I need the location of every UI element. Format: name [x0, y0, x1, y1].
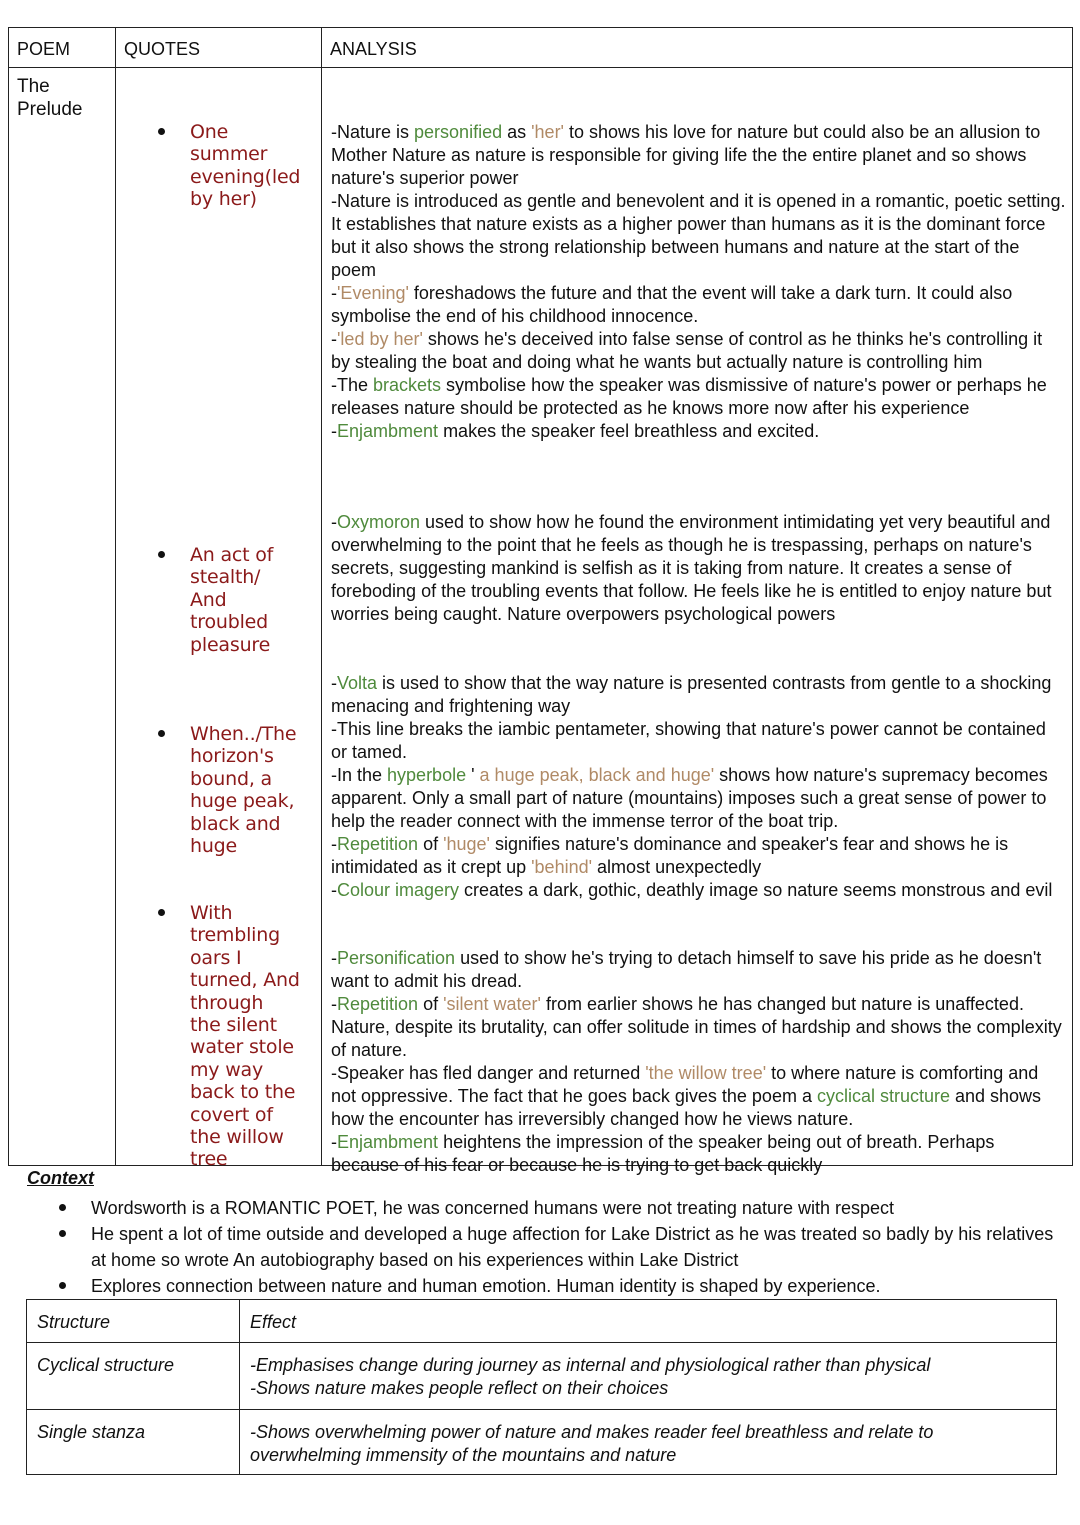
analysis-text: shows he's deceived into false sense of control as he thinks he's controlling it by stealing the boat and doing what he wants but actually nature is controlling him: [331, 329, 1043, 372]
analysis-text: is used to show that the way nature is presented contrasts from gentle to a shocking menacing and frightening way: [331, 673, 1052, 716]
analysis-point: [331, 764, 1066, 833]
quotes-column-header: QUOTES: [116, 28, 322, 68]
analysis-text: as: [502, 122, 532, 142]
structure-effect: [240, 1343, 1057, 1410]
analysis-text: and shows how the encounter has irreversibly changed how he views nature.: [331, 1086, 1042, 1129]
poem-analysis-table: [8, 27, 1073, 1175]
bullet-icon: [158, 730, 165, 737]
quote-text: [190, 723, 316, 857]
quote-line: When../The: [190, 723, 297, 745]
analysis-point: [331, 672, 1066, 718]
list-item: [0, 1195, 1060, 1221]
analysis-text: -This line breaks the iambic pentameter, showing that nature's power cannot be contained or tamed.: [331, 719, 1046, 762]
quote-line: pleasure: [190, 633, 271, 656]
quote-line: huge: [190, 835, 238, 858]
analysis-text: used to show he's trying to detach himself to save his pride as he doesn't want to admit his dread.: [331, 948, 1042, 991]
list-item: [0, 1273, 1060, 1299]
quoted-word: 'her': [531, 122, 564, 142]
analysis-text: -: [331, 994, 337, 1014]
quote-line: through: [190, 991, 264, 1014]
analysis-point: [331, 993, 1066, 1062]
quoted-word: 'the willow tree': [645, 1063, 767, 1083]
analysis-text: -: [331, 880, 337, 900]
quoted-word: a huge peak, black and huge': [479, 765, 715, 785]
literary-device: Personification: [337, 948, 456, 968]
quote-line: stealth/: [190, 566, 261, 589]
analysis-cell: [322, 68, 1073, 1175]
context-item-text: Explores connection between nature and human emotion. Human identity is shaped by experience.: [91, 1276, 881, 1296]
analysis-point: [331, 121, 1066, 190]
analysis-point: [331, 718, 1066, 764]
quote-line: black and: [190, 812, 281, 835]
quote-line: by her): [190, 188, 257, 211]
analysis-text: -: [331, 421, 337, 441]
analysis-text: ': [466, 765, 480, 785]
bullet-icon: [59, 1204, 66, 1211]
literary-device: Enjambment: [337, 421, 439, 441]
quote-line: water stole: [190, 1036, 294, 1059]
analysis-text: from earlier shows he has changed but nature is unaffected. Nature, despite its brutality, can offer solitude in times of hardship and shows the complexity of nature.: [331, 994, 1062, 1060]
quote-line: oars I: [190, 946, 242, 969]
quote-line: horizon's: [190, 745, 274, 768]
analysis-text: -Speaker has fled danger and returned: [331, 1063, 646, 1083]
analysis-point: [331, 833, 1066, 879]
structure-column-header: Structure: [27, 1300, 240, 1343]
table-row: [27, 1343, 1057, 1410]
quote-line: summer: [190, 143, 268, 166]
analysis-text: signifies nature's dominance and speaker's fear and shows he is intimidated as it crept up: [331, 834, 1009, 877]
quote-line: turned, And: [190, 969, 300, 992]
effect-line: -Shows overwhelming power of nature and makes reader feel breathless and relate to overwhelming immensity of the mountains and nature: [250, 1422, 934, 1465]
analysis-point: [331, 190, 1066, 282]
analysis-text: of: [418, 834, 444, 854]
analysis-point: [331, 420, 1066, 443]
analysis-text: used to show how he found the environment intimidating yet very beautiful and overwhelming to the point that he feels as though he is trespassing, perhaps on nature's secrets, suggesting mankind is selfish as it is taking from nature. It creates a sense of foreboding of the troubling events that follow. He feels like he is entitled to enjoy nature but worries being caught. Nature overpowers psychological powers: [331, 512, 1052, 624]
analysis-text: makes the speaker feel breathless and excited.: [438, 421, 820, 441]
literary-device: hyperbole: [387, 765, 467, 785]
bullet-icon: [158, 909, 165, 916]
quote-line: trembling: [190, 924, 280, 947]
analysis-text: of: [418, 994, 444, 1014]
analysis-text: foreshadows the future and that the event will take a dark turn. It could also symbolise the end of his childhood innocence.: [331, 283, 1013, 326]
analysis-text: -Nature is: [331, 122, 415, 142]
analysis-point: [331, 328, 1066, 374]
bullet-icon: [158, 128, 165, 135]
quote-line: the silent: [190, 1014, 277, 1037]
quote-line: tree: [190, 1148, 228, 1171]
table-row: [27, 1410, 1057, 1475]
literary-device: Volta: [337, 673, 378, 693]
structure-effect-table: [26, 1299, 1057, 1475]
effect-line: -Emphasises change during journey as internal and physiological rather than physical: [250, 1355, 931, 1375]
quote-line: And: [190, 588, 227, 611]
table-row: [9, 68, 1073, 1166]
quoted-word: 'led by her': [337, 329, 423, 349]
analysis-block: [331, 947, 1066, 1177]
quote-text: [190, 902, 316, 1171]
quoted-word: 'silent water': [443, 994, 541, 1014]
literary-device: Enjambment: [337, 1132, 439, 1152]
quoted-word: 'huge': [443, 834, 490, 854]
analysis-point: [331, 1062, 1066, 1131]
analysis-point: [331, 1131, 1066, 1177]
quote-line: With: [190, 902, 233, 924]
analysis-text: -: [331, 1132, 337, 1152]
analysis-column-header: ANALYSIS: [322, 28, 1073, 68]
table-header-row: [27, 1300, 1057, 1343]
analysis-text: -In the: [331, 765, 388, 785]
analysis-point: [331, 879, 1066, 902]
table-header-row: [9, 28, 1073, 68]
list-item: [0, 1221, 1060, 1273]
quote-line: my way: [190, 1058, 264, 1081]
analysis-text: to shows his love for nature but could also be an allusion to Mother Nature as nature is responsible for giving life the the entire planet and so shows nature's superior power: [331, 122, 1041, 188]
analysis-block: [331, 121, 1066, 443]
analysis-text: creates a dark, gothic, deathly image so nature seems monstrous and evil: [459, 880, 1053, 900]
analysis-text: -Nature is introduced as gentle and benevolent and it is opened in a romantic, poetic setting. It establishes that nature exists as a higher power than humans as it is the dominant force but it also shows the strong relationship between humans and nature at the start of the poem: [331, 191, 1066, 280]
analysis-text: to where nature is comforting and not oppressive. The fact that he goes back gives the poem a: [331, 1063, 1039, 1106]
structure-effect: [240, 1410, 1057, 1475]
analysis-text: -: [331, 948, 337, 968]
quote-line: bound, a: [190, 767, 272, 790]
quote-line: huge peak,: [190, 790, 295, 813]
quote-line: back to the: [190, 1081, 296, 1104]
literary-device: brackets: [373, 375, 442, 395]
analysis-point: [331, 947, 1066, 993]
quote-line: An act of: [190, 544, 274, 566]
analysis-text: -: [331, 834, 337, 854]
quote-text: [190, 121, 316, 211]
quoted-word: 'behind': [531, 857, 593, 877]
analysis-text: -The: [331, 375, 374, 395]
poem-column-header: POEM: [9, 28, 116, 68]
structure-name: Cyclical structure: [27, 1343, 240, 1410]
analysis-block: [331, 511, 1066, 626]
quote-line: evening(led: [190, 165, 301, 188]
analysis-text: shows how nature's supremacy becomes apparent. Only a small part of nature (mountains) imposes such a great sense of power to help the reader connect with the immense terror of the boat trip.: [331, 765, 1048, 831]
quote-line: covert of: [190, 1103, 273, 1126]
poem-title-line: The: [17, 76, 50, 97]
analysis-text: -: [331, 512, 337, 532]
quote-line: troubled: [190, 611, 268, 634]
structure-name: Single stanza: [27, 1410, 240, 1475]
bullet-icon: [158, 551, 165, 558]
quote-line: One: [190, 121, 229, 143]
effect-line: -Shows nature makes people reflect on their choices: [250, 1378, 669, 1398]
quotes-cell: [116, 68, 322, 1171]
analysis-text: heightens the impression of the speaker being out of breath. Perhaps because of his fear or because he is trying to get back quickly: [331, 1132, 995, 1175]
poem-title-line: Prelude: [17, 99, 83, 120]
literary-device: Repetition: [337, 994, 419, 1014]
quoted-word: 'Evening': [337, 283, 409, 303]
analysis-text: symbolise how the speaker was dismissive of nature's power or perhaps he releases nature should be protected as he knows more now after his experience: [331, 375, 1047, 418]
literary-device: personified: [414, 122, 503, 142]
effect-column-header: Effect: [240, 1300, 1057, 1343]
analysis-point: [331, 282, 1066, 328]
context-list: [0, 1195, 1060, 1299]
analysis-text: -: [331, 283, 337, 303]
literary-device: Oxymoron: [337, 512, 421, 532]
context-heading: Context: [27, 1168, 94, 1188]
bullet-icon: [59, 1282, 66, 1289]
context-item-text: Wordsworth is a ROMANTIC POET, he was concerned humans were not treating nature with respect: [91, 1198, 895, 1218]
context-item-text: He spent a lot of time outside and developed a huge affection for Lake District as he was treated so badly by his relatives at home so wrote An autobiography based on his experiences within Lake District: [91, 1224, 1054, 1270]
quote-text: [190, 544, 316, 656]
bullet-icon: [59, 1230, 66, 1237]
poem-title-cell: [9, 68, 116, 1166]
analysis-point: [331, 511, 1066, 626]
quote-line: the willow: [190, 1126, 284, 1149]
analysis-text: -: [331, 329, 337, 349]
literary-device: Repetition: [337, 834, 419, 854]
analysis-block: [331, 672, 1066, 902]
analysis-text: -: [331, 673, 337, 693]
literary-device: cyclical structure: [816, 1086, 950, 1106]
literary-device: Colour imagery: [337, 880, 460, 900]
analysis-text: almost unexpectedly: [592, 857, 762, 877]
analysis-point: [331, 374, 1066, 420]
